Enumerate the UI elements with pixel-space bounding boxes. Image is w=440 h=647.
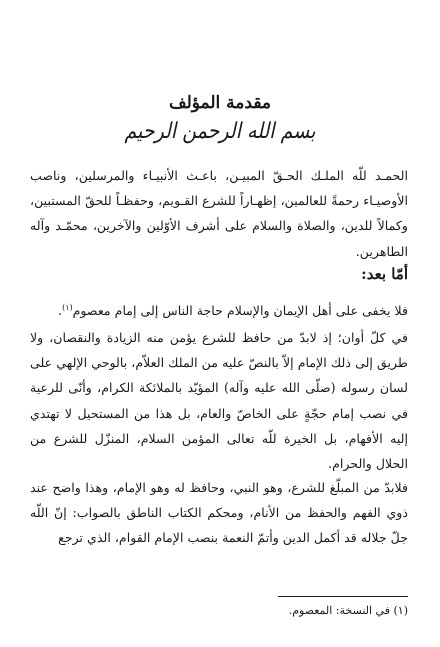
basmala-text: بسم الله الرحمن الرحيم: [124, 118, 316, 144]
footnote-divider: [278, 596, 408, 597]
basmala-calligraphy: [0, 120, 440, 160]
paragraph-3: فلابدّ من المبلّغ للشرع، وهو النبي، وحافظ له وهو الإمام، وهذا واضح عند ذوي الفهم والحفظ من الأنام، ومحكم الكتاب الناطق بالصواب: إنّ اللّه جلّ جلاله قد أكمل الدين وأتمّ النعمة بنصب الإمام القوام، الذي ترجع: [30, 480, 408, 546]
paragraph-2: في كلّ أوان؛ إذ لابدّ من حافظ للشرع يؤمن منه الزيادة والنقصان، ولا طريق إلى ذلك الإمام إلاّ بالنصّ عليه من الملك العلاّم، بالوحي الإلهي على لسان رسوله (صلّى الله عليه وآله) المؤيّد بالملائكة الكرام، وأنّى للرعية في نصب إمام حجّةٍ على الخاصّ والعام، بل هذا من المستحيل لا تهتدي إليه الأفهام، بل الخيرة للّه تعالى المؤمن السلام، المنزّل للشرع من الحلال والحرام.: [30, 330, 408, 472]
paragraph-1-text: فلا يخفى على أهل الإيمان والإسلام حاجة الناس إلى إمام معصوم: [72, 303, 408, 319]
footnote: (١) في النسخة: المعصوم.: [288, 604, 408, 617]
footnote-marker: (١): [62, 303, 73, 312]
intro-paragraph: الحمـد للّه الملـك الحـقّ المبيـن، باعـث الأنبيـاء والمرسلين، وناصب الأوصيـاء رحمةً للعالمين، إظهـاراً للشرع القـويم، وحفظـاً للحقّ المستبين، وكمالاً للدين، والصلاة والسلام على أشرف الأوّلين والآخرين، محمّـد وآله الطاهرين.: [30, 168, 408, 259]
page-title: مقدمة المؤلف: [168, 93, 272, 113]
section-heading: أمّا بعد:: [361, 265, 408, 283]
paragraph-1: فلا يخفى على أهل الإيمان والإسلام حاجة الناس إلى إمام معصوم$^{(١)}$.: [58, 303, 408, 319]
